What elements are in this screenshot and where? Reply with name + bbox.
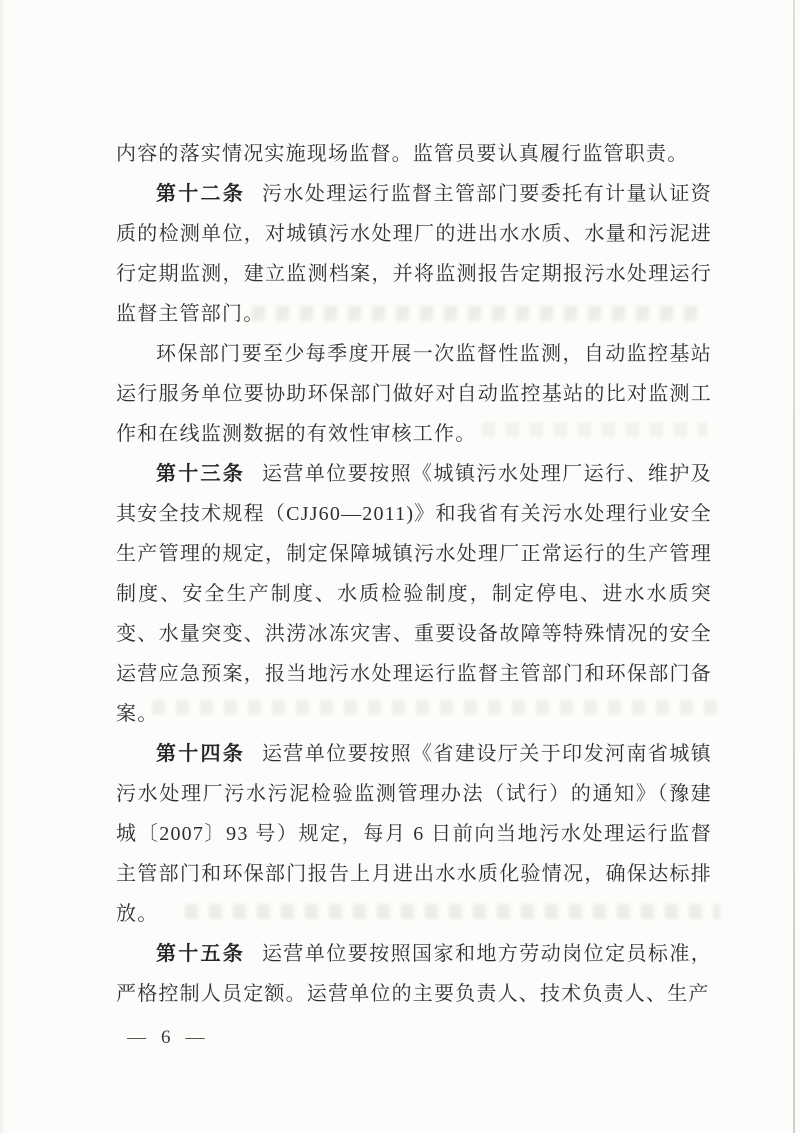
document-body	[116, 134, 712, 1014]
article-14-heading: 第十四条	[156, 743, 245, 765]
footer-dash-right: —	[185, 1027, 205, 1048]
paragraph-text: 污水处理运行监督主管部门要委托有计量认证资质的检测单位，对城镇污水处理厂的进出水水质、水量和污泥进行定期监测，建立监测档案，并将监测报告定期报污水处理运行监督主管部门。	[116, 183, 712, 325]
page-footer	[127, 1024, 205, 1052]
paragraph-text: 运营单位要按照国家和地方劳动岗位定员标准，严格控制人员定额。运营单位的主要负责人、技术负责人、生产	[116, 943, 712, 1005]
paragraph-article-15	[116, 934, 712, 1014]
bleedthrough-artifact	[185, 904, 720, 919]
scan-left-edge	[0, 0, 3, 1133]
article-15-heading: 第十五条	[156, 943, 245, 965]
paragraph-text: 运营单位要按照《城镇污水处理厂运行、维护及其安全技术规程（CJJ60—2011)》和我省有关污水处理行业安全生产管理的规定，制定保障城镇污水处理厂正常运行的生产管理制度、安全生产制度、水质检验制度，制定停电、进水水质突变、水量突变、洪涝冰冻灾害、重要设备故障等特殊情况的安全运营应急预案，报当地污水处理运行监督主管部门和环保部门备案。	[116, 463, 712, 725]
paragraph-text: 运营单位要按照《省建设厅关于印发河南省城镇污水处理厂污水污泥检验监测管理办法（试行）的通知》（豫建城〔2007〕93 号）规定，每月 6 日前向当地污水处理运行监督主管部门和环保部门报告上月进出水水质化验情况，确保达标排放。	[116, 743, 712, 925]
article-13-heading: 第十三条	[156, 463, 245, 485]
scan-right-edge	[793, 0, 795, 1133]
paragraph-text: 环保部门要至少每季度开展一次监督性监测，自动监控基站运行服务单位要协助环保部门做好对自动监控基站的比对监测工作和在线监测数据的有效性审核工作。	[116, 343, 712, 445]
bleedthrough-artifact	[482, 422, 707, 437]
bleedthrough-artifact	[252, 306, 702, 321]
paragraph-article-13	[116, 454, 712, 734]
paragraph-text: 内容的落实情况实施现场监督。监管员要认真履行监管职责。	[116, 143, 689, 165]
footer-dash-left: —	[127, 1027, 146, 1048]
page-number: 6	[161, 1027, 171, 1048]
article-12-heading: 第十二条	[156, 183, 245, 205]
bleedthrough-artifact	[152, 700, 727, 715]
paragraph-continuation	[116, 134, 712, 174]
